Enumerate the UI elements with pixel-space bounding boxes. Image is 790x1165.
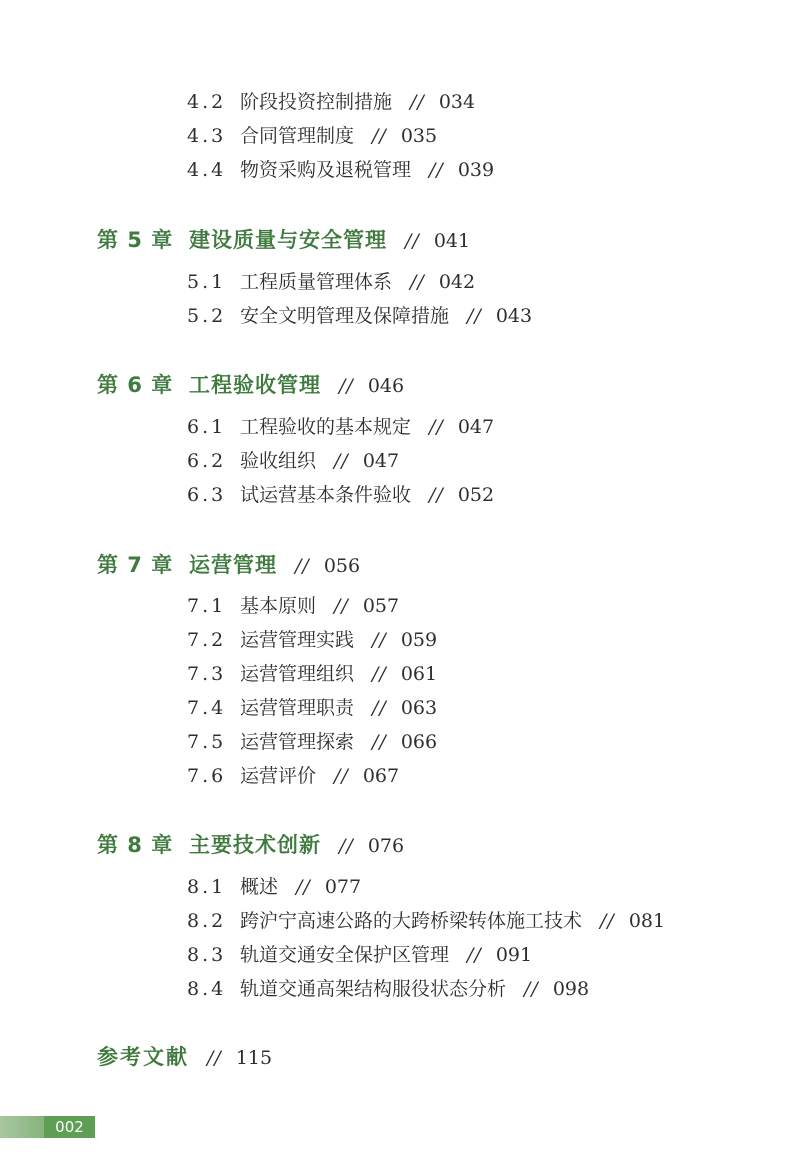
separator: // bbox=[524, 978, 539, 1000]
separator: // bbox=[372, 125, 387, 147]
section-title: 运营管理探索 bbox=[240, 731, 355, 753]
toc-section-7-6[interactable] bbox=[187, 767, 399, 786]
page-ref: 052 bbox=[457, 484, 495, 506]
page-ref: 115 bbox=[235, 1047, 273, 1069]
separator: // bbox=[429, 159, 444, 181]
toc-section-4-4[interactable] bbox=[187, 161, 494, 180]
separator: // bbox=[296, 876, 311, 898]
section-number: 7.1 bbox=[187, 595, 227, 617]
section-title: 轨道交通高架结构服役状态分析 bbox=[240, 978, 507, 1000]
references-title: 参考文献 bbox=[97, 1045, 189, 1069]
section-title: 验收组织 bbox=[240, 450, 317, 472]
section-title: 试运营基本条件验收 bbox=[240, 484, 412, 506]
page-ref: 047 bbox=[362, 450, 400, 472]
separator: // bbox=[334, 595, 349, 617]
section-number: 7.2 bbox=[187, 629, 227, 651]
toc-section-7-2[interactable] bbox=[187, 631, 437, 650]
separator: // bbox=[207, 1047, 222, 1069]
section-title: 运营评价 bbox=[240, 765, 317, 787]
page-ref: 091 bbox=[495, 944, 533, 966]
section-number: 8.2 bbox=[187, 910, 227, 932]
separator: // bbox=[600, 910, 615, 932]
page-ref: 057 bbox=[362, 595, 400, 617]
section-title: 运营管理职责 bbox=[240, 697, 355, 719]
section-number: 7.5 bbox=[187, 731, 227, 753]
toc-section-8-1[interactable] bbox=[187, 878, 361, 897]
section-title: 工程验收的基本规定 bbox=[240, 416, 412, 438]
toc-chapter-6[interactable] bbox=[97, 375, 404, 396]
page-ref: 061 bbox=[400, 663, 438, 685]
separator: // bbox=[410, 271, 425, 293]
chapter-label: 第 6 章 bbox=[97, 373, 174, 397]
section-title: 轨道交通安全保护区管理 bbox=[240, 944, 450, 966]
separator: // bbox=[372, 697, 387, 719]
toc-chapter-7[interactable] bbox=[97, 555, 360, 576]
section-number: 4.3 bbox=[187, 125, 227, 147]
page-ref: 076 bbox=[367, 835, 405, 857]
toc-section-5-1[interactable] bbox=[187, 273, 475, 292]
chapter-title: 工程验收管理 bbox=[189, 373, 321, 397]
page-ref: 077 bbox=[324, 876, 362, 898]
toc-section-8-2[interactable] bbox=[187, 912, 665, 931]
toc-section-7-3[interactable] bbox=[187, 665, 437, 684]
separator: // bbox=[334, 450, 349, 472]
section-title: 运营管理实践 bbox=[240, 629, 355, 651]
toc-section-4-3[interactable] bbox=[187, 127, 437, 146]
separator: // bbox=[429, 484, 444, 506]
section-number: 6.1 bbox=[187, 416, 227, 438]
section-number: 4.4 bbox=[187, 159, 227, 181]
section-title: 基本原则 bbox=[240, 595, 317, 617]
page-ref: 098 bbox=[552, 978, 590, 1000]
page-ref: 043 bbox=[495, 305, 533, 327]
separator: // bbox=[339, 375, 354, 397]
page-ref: 056 bbox=[323, 555, 361, 577]
section-number: 5.1 bbox=[187, 271, 227, 293]
section-title: 安全文明管理及保障措施 bbox=[240, 305, 450, 327]
page-ref: 067 bbox=[362, 765, 400, 787]
toc-section-7-5[interactable] bbox=[187, 733, 437, 752]
page-ref: 046 bbox=[367, 375, 405, 397]
section-number: 7.6 bbox=[187, 765, 227, 787]
toc-section-8-4[interactable] bbox=[187, 980, 589, 999]
section-number: 8.3 bbox=[187, 944, 227, 966]
page-ref: 081 bbox=[628, 910, 666, 932]
chapter-title: 运营管理 bbox=[189, 553, 277, 577]
page-ref: 039 bbox=[457, 159, 495, 181]
separator: // bbox=[467, 944, 482, 966]
toc-chapter-5[interactable] bbox=[97, 230, 470, 251]
separator: // bbox=[295, 555, 310, 577]
toc-section-6-3[interactable] bbox=[187, 486, 494, 505]
chapter-title: 主要技术创新 bbox=[189, 833, 321, 857]
toc-chapter-8[interactable] bbox=[97, 835, 404, 856]
separator: // bbox=[410, 91, 425, 113]
toc-references[interactable] bbox=[97, 1047, 272, 1068]
page-ref: 042 bbox=[438, 271, 476, 293]
section-number: 4.2 bbox=[187, 91, 227, 113]
section-title: 阶段投资控制措施 bbox=[240, 91, 393, 113]
toc-section-5-2[interactable] bbox=[187, 307, 532, 326]
section-title: 物资采购及退税管理 bbox=[240, 159, 412, 181]
section-number: 5.2 bbox=[187, 305, 227, 327]
section-number: 8.4 bbox=[187, 978, 227, 1000]
section-number: 7.3 bbox=[187, 663, 227, 685]
section-title: 合同管理制度 bbox=[240, 125, 355, 147]
page-ref: 047 bbox=[457, 416, 495, 438]
page-ref: 034 bbox=[438, 91, 476, 113]
toc-section-7-4[interactable] bbox=[187, 699, 437, 718]
section-number: 8.1 bbox=[187, 876, 227, 898]
chapter-label: 第 5 章 bbox=[97, 228, 174, 252]
section-title: 跨沪宁高速公路的大跨桥梁转体施工技术 bbox=[240, 910, 583, 932]
page-number: 002 bbox=[44, 1116, 95, 1138]
page-ref: 059 bbox=[400, 629, 438, 651]
separator: // bbox=[339, 835, 354, 857]
section-number: 6.3 bbox=[187, 484, 227, 506]
chapter-label: 第 8 章 bbox=[97, 833, 174, 857]
separator: // bbox=[334, 765, 349, 787]
separator: // bbox=[467, 305, 482, 327]
chapter-title: 建设质量与安全管理 bbox=[189, 228, 387, 252]
section-title: 概述 bbox=[240, 876, 279, 898]
page-ref: 066 bbox=[400, 731, 438, 753]
separator: // bbox=[429, 416, 444, 438]
toc-section-6-1[interactable] bbox=[187, 418, 494, 437]
page-ref: 035 bbox=[400, 125, 438, 147]
separator: // bbox=[372, 731, 387, 753]
toc-section-6-2[interactable] bbox=[187, 452, 399, 471]
separator: // bbox=[405, 230, 420, 252]
toc-section-8-3[interactable] bbox=[187, 946, 532, 965]
toc-section-4-2[interactable] bbox=[187, 93, 475, 112]
separator: // bbox=[372, 663, 387, 685]
chapter-label: 第 7 章 bbox=[97, 553, 174, 577]
section-title: 运营管理组织 bbox=[240, 663, 355, 685]
separator: // bbox=[372, 629, 387, 651]
page-ref: 041 bbox=[433, 230, 471, 252]
section-number: 7.4 bbox=[187, 697, 227, 719]
section-number: 6.2 bbox=[187, 450, 227, 472]
toc-section-7-1[interactable] bbox=[187, 597, 399, 616]
section-title: 工程质量管理体系 bbox=[240, 271, 393, 293]
page-ref: 063 bbox=[400, 697, 438, 719]
